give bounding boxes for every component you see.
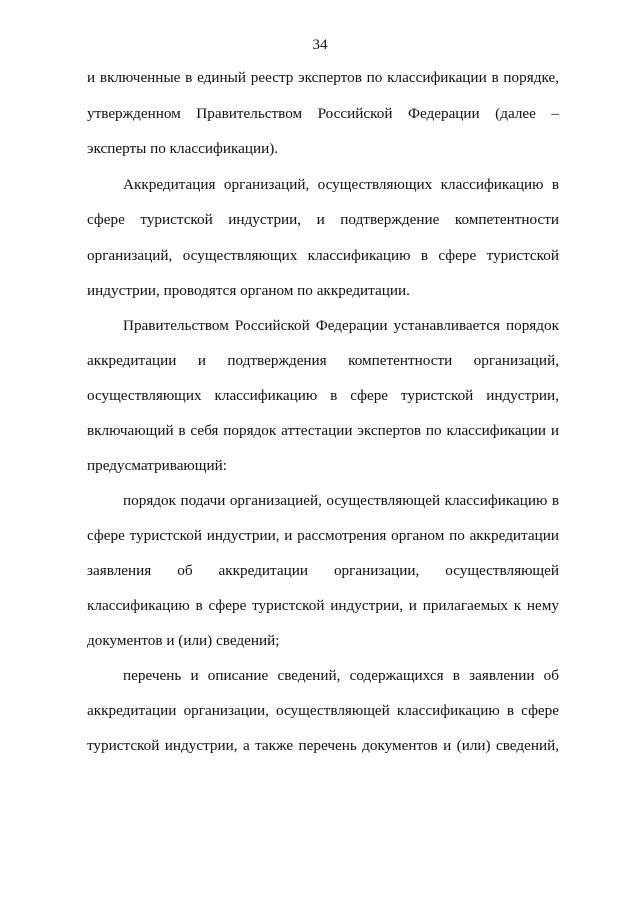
text-line: утвержденном Правительством Российской Федерации (далее –	[87, 105, 559, 122]
page-number: 34	[312, 37, 328, 53]
text-line: перечень и описание сведений, содержащихся в заявлении об	[123, 667, 559, 684]
text-line: сфере туристской индустрии, и подтверждение компетентности	[87, 211, 559, 228]
text-line: порядок подачи организацией, осуществляющей классификацию в	[123, 492, 559, 509]
text-line: эксперты по классификации).	[87, 140, 279, 157]
text-line: осуществляющих классификацию в сфере туристской индустрии,	[87, 387, 559, 404]
text-line: классификацию в сфере туристской индустрии, и прилагаемых к нему	[87, 597, 559, 614]
text-line: документов и (или) сведений;	[87, 632, 280, 649]
text-line: Аккредитация организаций, осуществляющих классификацию в	[123, 176, 559, 193]
text-line: аккредитации и подтверждения компетентности организаций,	[87, 352, 559, 369]
text-line: аккредитации организации, осуществляющей классификацию в сфере	[87, 702, 559, 719]
text-line: туристской индустрии, а также перечень документов и (или) сведений,	[87, 737, 559, 754]
text-line: заявления об аккредитации организации, осуществляющей	[87, 562, 559, 579]
text-line: сфере туристской индустрии, и рассмотрения органом по аккредитации	[87, 527, 559, 544]
text-line: предусматривающий:	[87, 457, 227, 474]
text-line: и включенные в единый реестр экспертов по классификации в порядке,	[87, 69, 559, 86]
text-line: организаций, осуществляющих классификацию в сфере туристской	[87, 247, 559, 264]
text-line: Правительством Российской Федерации устанавливается порядок	[123, 317, 559, 334]
text-line: включающий в себя порядок аттестации экспертов по классификации и	[87, 422, 559, 439]
text-line: индустрии, проводятся органом по аккредитации.	[87, 282, 410, 299]
